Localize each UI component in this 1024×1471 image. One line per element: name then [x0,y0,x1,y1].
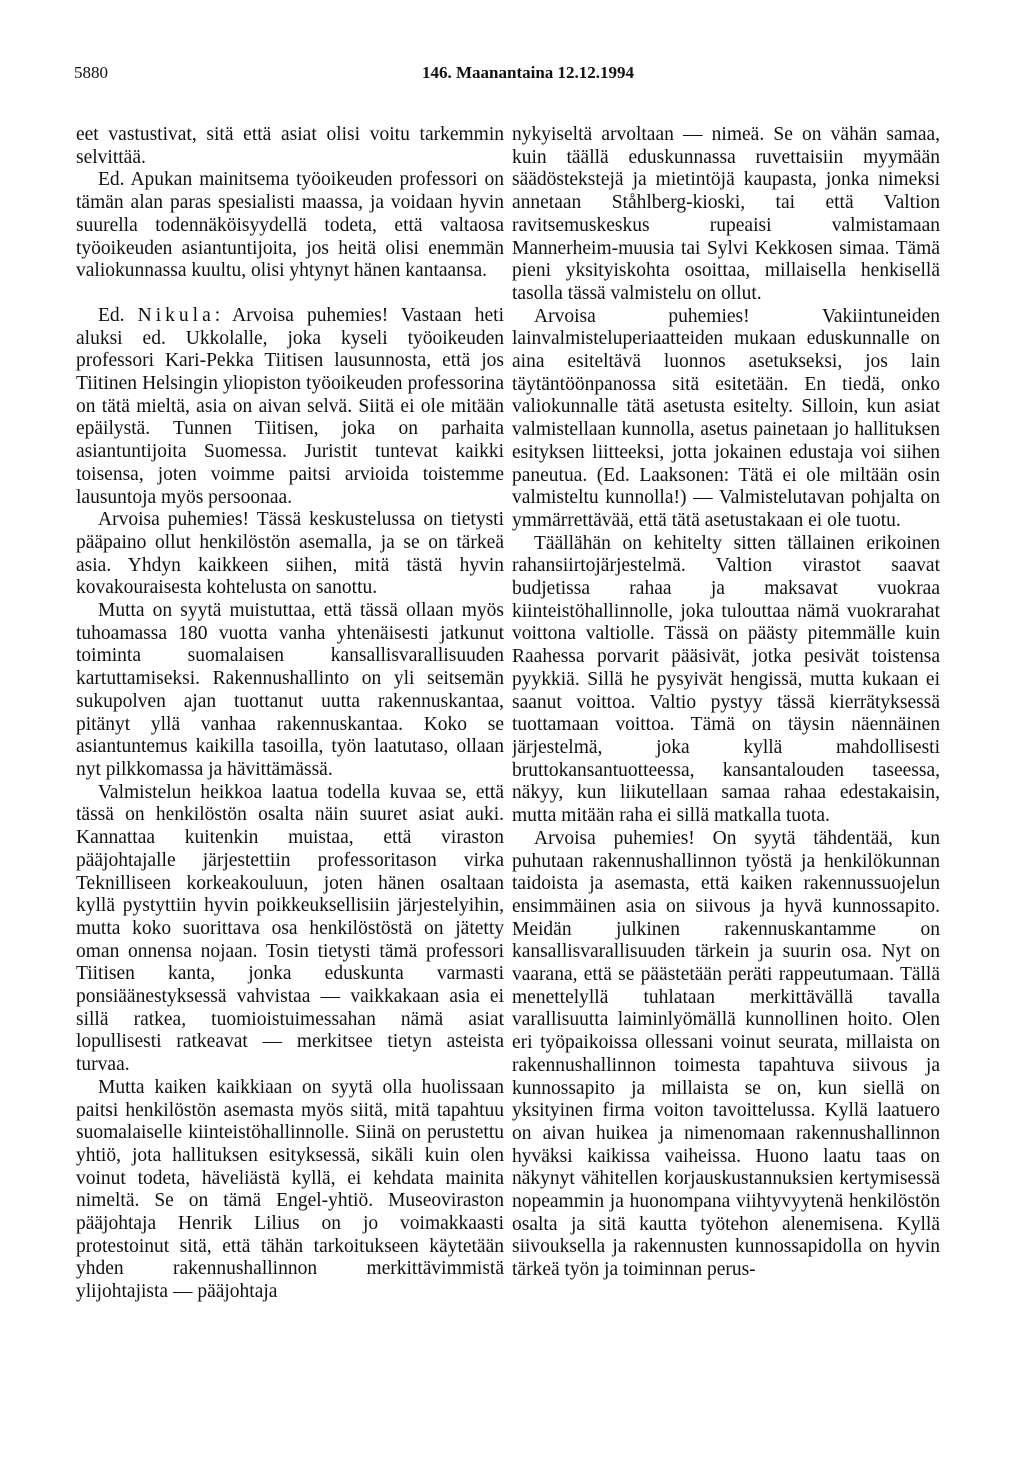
speaker-prefix: Ed. [98,304,138,326]
paragraph: Arvoisa puhemies! Vakiintuneiden lainvalmisteluperiaatteiden mukaan eduskunnalle on aina esiteltävä luonnos asetukseksi, jos lain täytäntöönpanossa sitä esitetään. En tiedä, onko valiokunnalle tätä asetusta esitelty. Silloin, kun asiat valmistellaan kunnolla, asetus painetaan jo hallituksen esityksen liitteeksi, jotta jokainen edustaja voi siihen paneutua. (Ed. Laaksonen: Tätä ei ole miltään osin valmisteltu kunnolla!) — Valmistelutavan pohjalta on ymmärrettävää, että tätä asetustakaan ei ole tuotu. [512,305,940,531]
paragraph: Arvoisa puhemies! Tässä keskustelussa on tietysti pääpaino ollut henkilöstön asemalla, ja se on tärkeä asia. Yhdyn kaikkeen siihen, mitä tästä hyvin kovakouraisesta kohtelusta on sanottu. [76,509,504,599]
paragraph: Mutta on syytä muistuttaa, että tässä ollaan myös tuhoamassa 180 vuotta vanha yhtenäisesti jatkunut toiminta suomalaisen kansallisvarallisuuden kartuttamiseksi. Rakennushallinto on yli seitsemän sukupolven ajan tuottanut uutta rakennuskantaa, pitänyt yllä vanhaa rakennuskantaa. Koko se asiantuntemus kaikilla tasoilla, työn laatutaso, ollaan nyt pilkkomassa ja hävittämässä. [76,600,504,780]
paragraph: Arvoisa puhemies! On syytä tähdentää, kun puhutaan rakennushallinnon työstä ja henkilökunnan taidoista ja asemasta, että kaiken rakennussuojelun ensimmäinen asia on siivous ja hyvä kunnossapito. Meidän julkinen rakennuskantamme on kansallisvarallisuuden tärkein ja suurin osa. Nyt on vaarana, että se päästetään peräti rappeutumaan. Tällä menettelyllä tuhlataan merkittävällä tavalla varallisuutta laiminlyömällä kunnollinen hoito. Olen eri työpaikoissa ollessani voinut seurata, millaista on rakennushallinnon toimesta tapahtuva siivous ja kunnossapito ja millaista se on, kun siellä on yksityinen firma voiton tavoittelussa. Kyllä laatuero on aivan huikea ja nimenomaan rakennushallinnon hyväksi kaikissa vaiheissa. Huono laatu taas on näkynyt vähitellen korjauskustannuksien kertymisessä nopeammin ja huonompana viihtyvyytenä henkilöstön osalta ja sitä kautta työtehon alenemisena. Kyllä siivouksella ja rakennusten kunnossapidolla on hyvin tärkeä työn ja toiminnan perus- [512,827,940,1281]
paragraph: Mutta kaiken kaikkiaan on syytä olla huolissaan paitsi henkilöstön asemasta myös siitä, mitä tapahtuu suomalaiselle kiinteistöhallinnolle. Siinä on perustettu yhtiö, jota hallituksen esityksessä, sikäli kuin olen voinut todeta, häveliästä kyllä, ei kehdata mainita nimeltä. Se on tämä Engel-yhtiö. Museoviraston pääjohtaja Henrik Lilius on jo voimakkaasti protestoinut sitä, että tähän tarkoitukseen käytetään yhden rakennushallinnon merkittävimmistä ylijohtajista — pääjohtaja [76,1076,504,1303]
page-number: 5880 [74,63,108,82]
speaker-name: Nikula [137,304,215,326]
paragraph: nykyiseltä arvoltaan — nimeä. Se on vähän samaa, kuin täällä eduskunnassa ruvettaisiin myymään säädöstekstejä ja mietintöjä kaupasta, jonka nimeksi annetaan Ståhlberg-kioski, tai että Valtion ravitsemuskeskus rupeaisi valmistamaan Mannerheim-muusia tai Sylvi Kekkosen simaa. Tämä pieni yksityiskohta osoittaa, millaisella henkisellä tasolla tässä valmistelu on ollut. [512,124,940,304]
paragraph: Ed. Apukan mainitsema työoikeuden professori on tämän alan paras spesialisti maassa, ja voidaan hyvin suurella todennäköisyydellä todeta, että valtaosa työoikeuden asiantuntijoita, jos heitä olisi enemmän valiokunnassa kuultu, olisi yhtynyt hänen kantaansa. [76,169,504,282]
page-header [0,63,1024,91]
left-column [76,124,504,1454]
running-title: 146. Maanantaina 12.12.1994 [422,63,635,82]
right-column [512,124,940,1454]
paragraph: eet vastustivat, sitä että asiat olisi voitu tarkemmin selvittää. [76,124,504,168]
paragraph: Täällähän on kehitelty sitten tällainen erikoinen rahansiirtojärjestelmä. Valtion virastot saavat budjetissa rahaa ja maksavat vuokraa kiinteistöhallinnolle, joka tulouttaa nämä vuokrarahat voittona valtiolle. Tässä on päästy pitemmälle kuin Raahessa porvarit pääsivät, jotka pesivät toistensa pyykkiä. Sillä he pysyivät hengissä, mutta kukaan ei saanut voittoa. Valtio pystyy tässä kierrätyksessä tuottamaan voittoa. Tämä on täysin näennäinen järjestelmä, joka kyllä mahdollisesti bruttokansantuotteessa, kansantalouden taseessa, näkyy, kun liikutellaan samaa rahaa edestakaisin, mutta mitään raha ei sillä matkalla tuota. [512,532,940,827]
speaker-paragraph [76,305,504,509]
speech-text: : Arvoisa puhemies! Vastaan heti aluksi ed. Ukkolalle, joka kyseli työoikeuden professori Kari-Pekka Tiitisen lausunnosta, että jos Tiitinen Helsingin yliopiston työoikeuden professorina on tätä mieltä, asia on aivan selvä. Siitä ei ole mitään epäilystä. Tunnen Tiitisen, joka on parhaita asiantuntijoita Suomessa. Juristit tuntevat kaikki toisensa, joten voimme paitsi arvioida toistemme lausuntoja myös persoonaa. [76,304,504,508]
paragraph: Valmistelun heikkoa laatua todella kuvaa se, että tässä on henkilöstön osalta näin suuret asiat auki. Kannattaa kuitenkin muistaa, että viraston pääjohtajalle järjestettiin professoritason virka Teknilliseen korkeakouluun, joten hänen osaltaan kyllä pystyttiin hyvin poikkeuksellisiin järjestelyihin, mutta koko suorittava osa henkilöstöstä on jätetty oman onnensa nojaan. Tosin tietysti tämä professori Tiitisen kanta, jonka eduskunta varmasti ponsiäänestyksessä vahvistaa — vaikkakaan asia ei sillä ratkea, tuomioistuimessahan nämä asiat lopullisesti ratkeavat — merkitsee tietyn asteista turvaa. [76,781,504,1076]
